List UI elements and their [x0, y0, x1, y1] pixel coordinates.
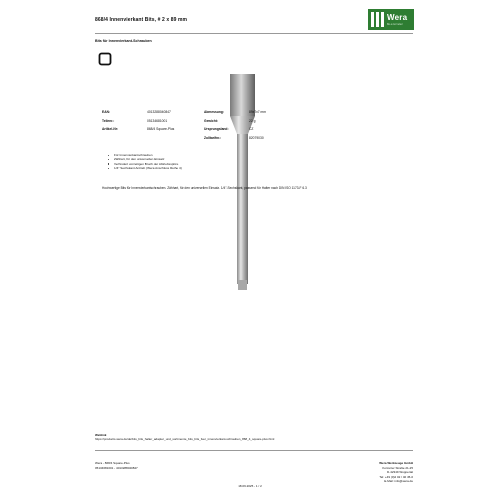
- spec-value: 868/4 Square-Plus: [147, 127, 175, 132]
- feature-item: Verhindert vorzeitigen Bruch der Abtriebsspitze: [108, 162, 182, 166]
- spec-label: EAN:: [102, 110, 111, 114]
- spec-label: Teilenr.:: [102, 118, 115, 123]
- feature-item: Zähhart, für den universellen Einsatz: [108, 157, 182, 161]
- spec-table-left: [102, 108, 174, 134]
- feature-list: [108, 153, 182, 171]
- feature-item: 1/4" Sechskant Antrieb (Wera Anschluss Reihe 4): [108, 166, 182, 170]
- product-description: Hochwertige Bits für Innenvierkantschrauben. Zähhart, für den universellen Einsatz. 1/4"-Sechskant, passend für Halter nach DIN ISO 1173-F 6.3: [102, 186, 307, 190]
- page-title: 868/4 Innenvierkant Bits, # 2 x 89 mm: [95, 17, 188, 23]
- spec-label: Ursprungsland:: [204, 127, 229, 132]
- wera-logo: [368, 9, 414, 30]
- spec-label: Abmessung:: [204, 110, 224, 114]
- logo-stripes-icon: [371, 12, 385, 27]
- spec-table-right: [204, 108, 266, 142]
- spec-label: Gewicht:: [204, 118, 218, 123]
- footer-company-address: [345, 461, 413, 484]
- footer-product-info: [95, 461, 138, 470]
- spec-label: Artikel-Nr:: [102, 127, 119, 132]
- spec-value: 82079030: [249, 135, 264, 140]
- spec-value: CZ: [249, 127, 254, 132]
- page-subtitle: Bits für Innenvierkant-Schrauben: [95, 39, 152, 43]
- spec-value: 22 g: [249, 118, 256, 123]
- footer-divider: [95, 450, 413, 451]
- screwdriver-bit-image: [214, 44, 272, 300]
- weblink-block: [95, 433, 413, 441]
- logo-wordmark: Wera: [387, 13, 408, 22]
- address-street: Korzerter Straße 21-25: [382, 465, 413, 470]
- header-divider: [95, 33, 413, 34]
- spec-row-origin: [204, 125, 266, 134]
- spec-row-ean: [102, 108, 174, 117]
- logo-tagline: Be a tool rebel: [387, 23, 403, 26]
- page-number: 18.09.2025 - 1 / 2: [238, 484, 262, 488]
- company-email[interactable]: E-Mail: info@wera.de: [384, 479, 413, 484]
- square-drive-icon: [98, 52, 112, 66]
- spec-row-part-number: [102, 117, 174, 126]
- feature-item: Für Innenvierkantschrauben: [108, 153, 182, 157]
- spec-label: Zolltarifnr.:: [204, 135, 222, 140]
- weblink-url[interactable]: https://products.wera.de/de/bits_bits_halter_adapter_und_sortimente_bits_bits_fuer_innenvierkant-schrauben_868_4_square-plus.html: [95, 437, 275, 442]
- spec-value: 4013288040847: [147, 110, 171, 114]
- spec-row-article-number: [102, 125, 174, 134]
- footer-line: 05134681001 - 4013288040847: [95, 465, 138, 470]
- company-phone: Tel: +49 (0)2 02 / 40 45-0: [379, 474, 413, 479]
- footer-line: Wera - 868/4 Square-Plus: [95, 461, 130, 465]
- spec-row-dimensions: [204, 108, 266, 117]
- spec-row-customs: [204, 134, 266, 143]
- company-name: Wera Werkzeuge GmbH: [379, 461, 413, 465]
- address-city: D-42349 Wuppertal: [387, 470, 413, 475]
- spec-value: 89x7x7 mm: [249, 110, 267, 114]
- spec-row-weight: [204, 117, 266, 126]
- weblink-label: Weblink: [95, 433, 107, 437]
- spec-value: 05134681001: [147, 118, 168, 123]
